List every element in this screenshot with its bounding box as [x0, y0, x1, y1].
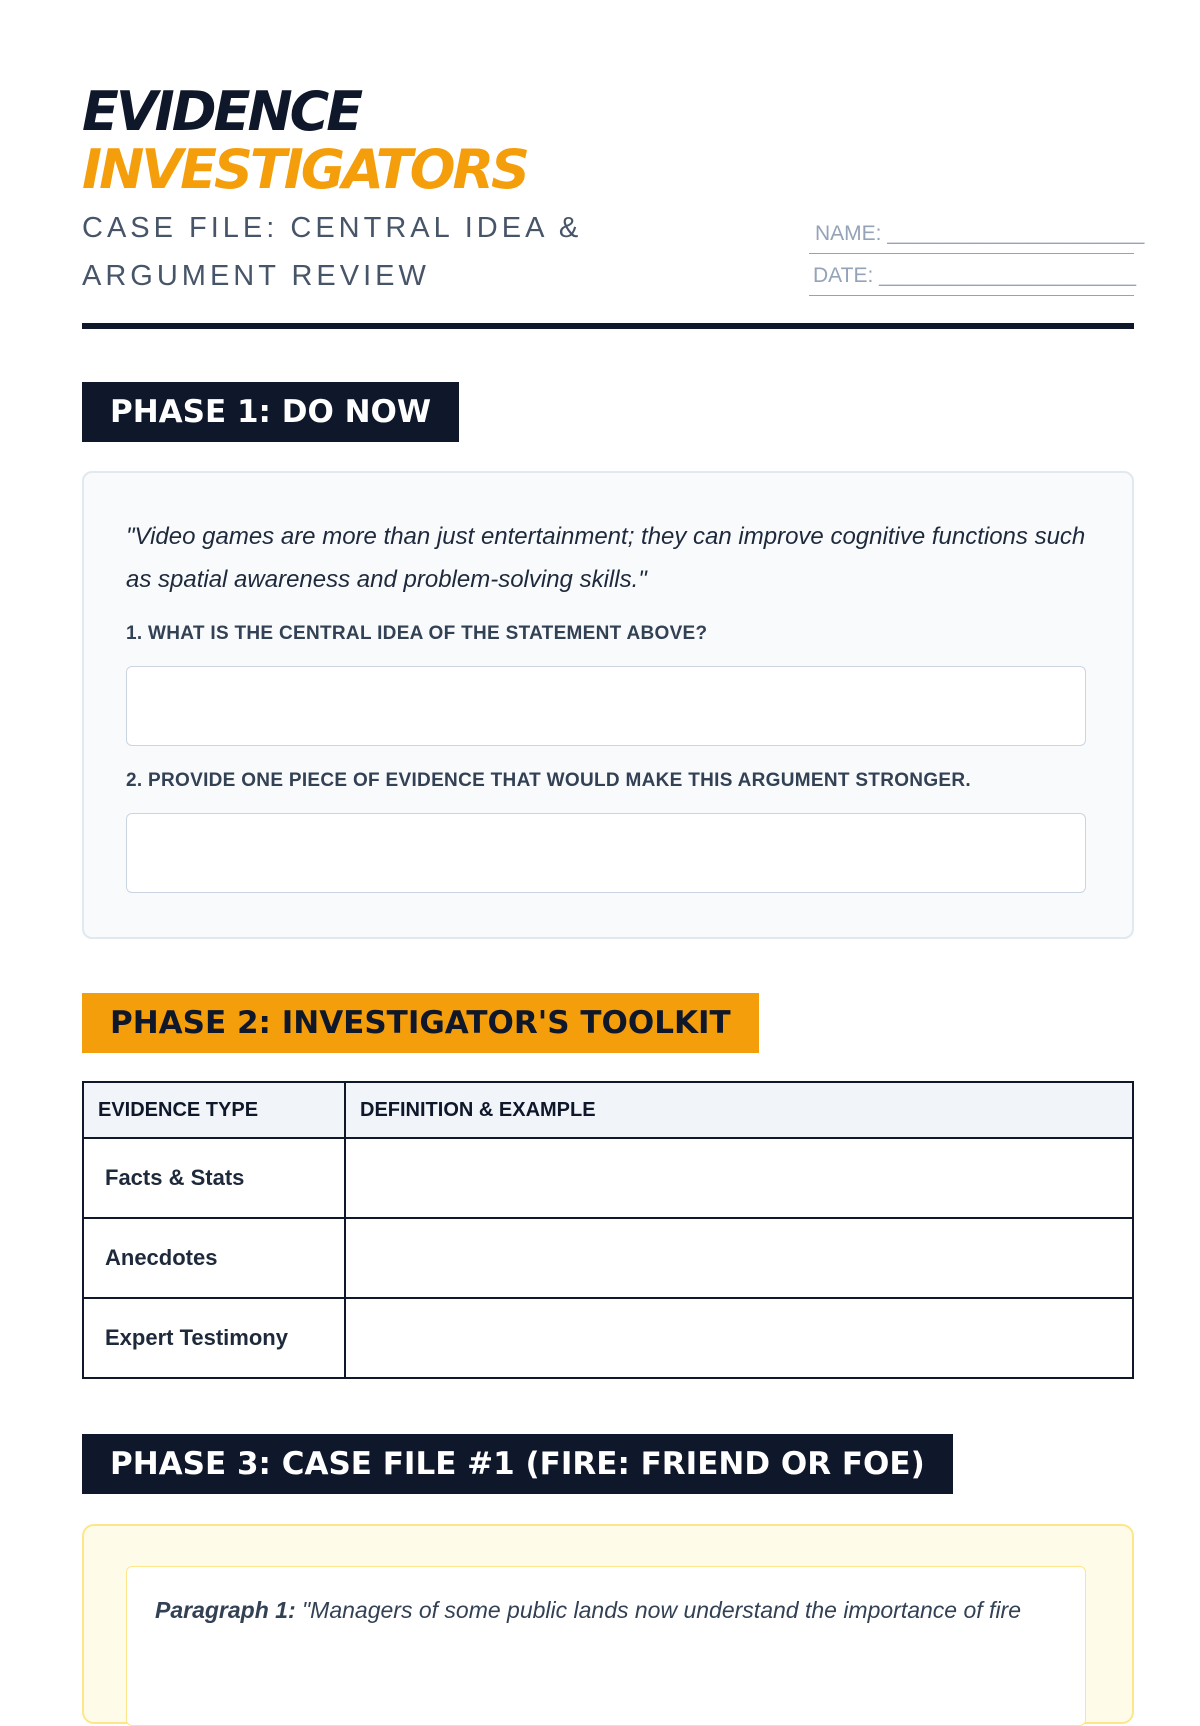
- worksheet-page: [82, 0, 1145, 1623]
- do-now-quote: "Video games are more than just entertainment; they can improve cognitive functions such as spatial awareness and problem-solving skills.": [126, 523, 1086, 593]
- date-field[interactable]: DATE: ______________________: [809, 254, 1134, 296]
- question-2-label: 2. PROVIDE ONE PIECE OF EVIDENCE THAT WOULD MAKE THIS ARGUMENT STRONGER.: [126, 770, 971, 791]
- evidence-type-cell: Expert Testimony: [83, 1298, 345, 1378]
- case-file-subtitle: CASE FILE: CENTRAL IDEA & ARGUMENT REVIEW: [82, 212, 583, 292]
- table-row: [83, 1298, 1133, 1378]
- paragraph-1-body: "Managers of some public lands now understand the importance of fire: [302, 1597, 1022, 1623]
- column-header-definition: DEFINITION & EXAMPLE: [345, 1082, 1133, 1138]
- title-line-evidence: EVIDENCE: [82, 80, 361, 143]
- phase1-heading: PHASE 1: DO NOW: [82, 382, 459, 442]
- definition-cell[interactable]: [345, 1218, 1133, 1298]
- evidence-type-cell: Anecdotes: [83, 1218, 345, 1298]
- table-row: [83, 1218, 1133, 1298]
- definition-cell[interactable]: [345, 1138, 1133, 1218]
- table-row: [83, 1138, 1133, 1218]
- header-divider: [82, 323, 1134, 329]
- case-file-box: [82, 1524, 1134, 1724]
- toolkit-header-row: [83, 1082, 1133, 1138]
- toolkit-table: [82, 1081, 1134, 1379]
- answer-2-box[interactable]: [126, 813, 1086, 893]
- student-info: [809, 212, 1145, 296]
- paragraph-1-text: [155, 1597, 1075, 1624]
- paragraph-1-label: Paragraph 1:: [155, 1597, 296, 1623]
- answer-1-box[interactable]: [126, 666, 1086, 746]
- column-header-evidence-type: EVIDENCE TYPE: [83, 1082, 345, 1138]
- evidence-type-cell: Facts & Stats: [83, 1138, 345, 1218]
- definition-cell[interactable]: [345, 1298, 1133, 1378]
- name-field[interactable]: NAME: ______________________: [809, 212, 1134, 254]
- worksheet-header: [82, 0, 1145, 335]
- title-line-investigators: INVESTIGATORS: [82, 138, 527, 201]
- question-1-label: 1. WHAT IS THE CENTRAL IDEA OF THE STATEMENT ABOVE?: [126, 623, 708, 644]
- paragraph-card: [126, 1566, 1086, 1726]
- phase3-heading: PHASE 3: CASE FILE #1 (FIRE: FRIEND OR FOE): [82, 1434, 953, 1494]
- phase2-heading: PHASE 2: INVESTIGATOR'S TOOLKIT: [82, 993, 759, 1053]
- do-now-box: [82, 471, 1134, 939]
